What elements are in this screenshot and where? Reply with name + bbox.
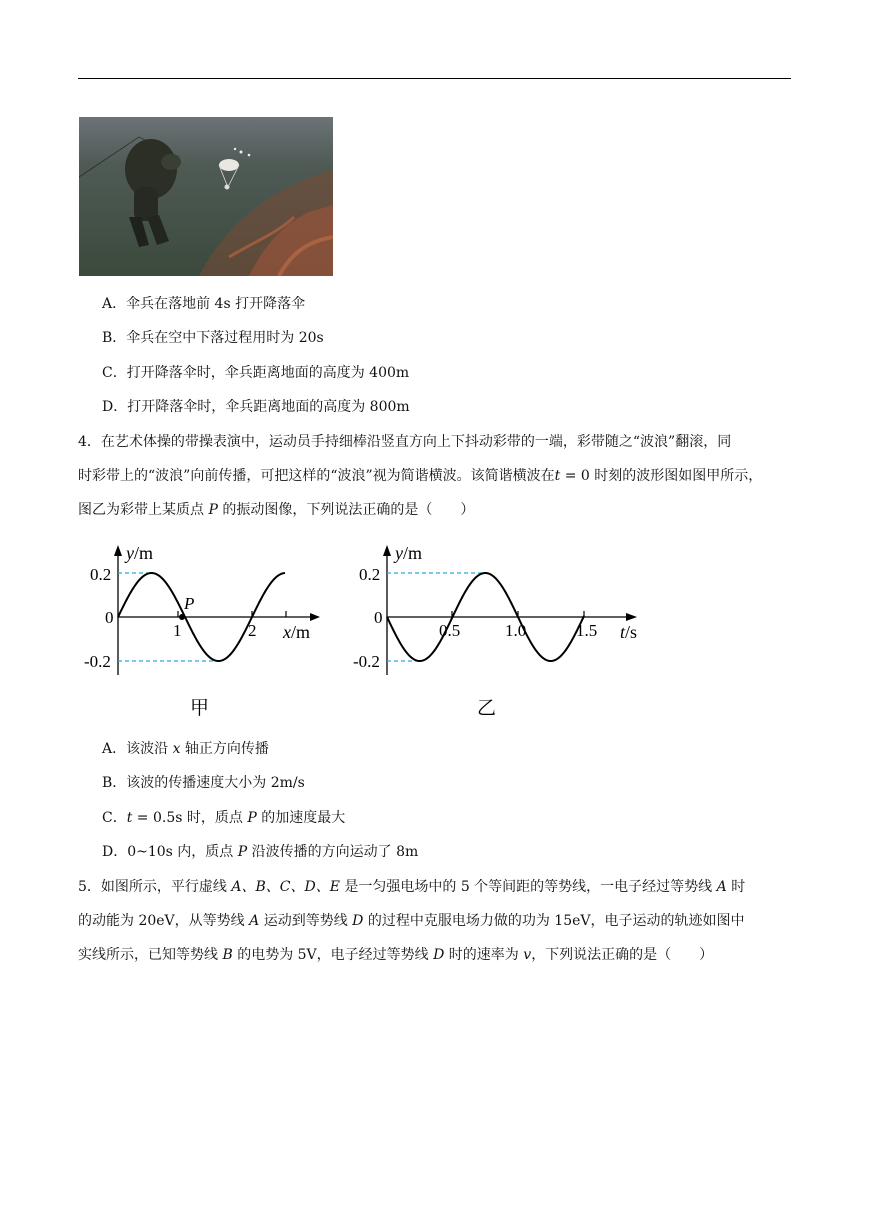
caption-yi: 乙 (477, 698, 497, 719)
y-tick-0: 0 (105, 608, 114, 627)
y-tick-0.2: 0.2 (90, 565, 112, 584)
y-tick-0.2: 0.2 (359, 565, 381, 584)
x-tick-1: 1 (173, 621, 182, 640)
q4-option-a: A．该波沿 x 轴正方向传播 (102, 741, 269, 757)
point-p (179, 614, 185, 620)
y-tick-neg0.2: -0.2 (84, 652, 111, 671)
q4-stem-line3: 图乙为彩带上某质点 P 的振动图像，下列说法正确的是（ ） (78, 502, 475, 518)
q3-option-a: A．伞兵在落地前 4s 打开降落伞 (102, 296, 306, 312)
t-axis-arrow (626, 613, 637, 621)
header-rule (78, 78, 791, 79)
t-axis-label: t/s (620, 622, 638, 642)
x-tick-2: 2 (248, 621, 257, 640)
t-tick-1.0: 1.0 (505, 621, 527, 640)
parachutist-photo (79, 117, 333, 276)
t-tick-1.5: 1.5 (576, 621, 598, 640)
q5-stem-line3: 实线所示，已知等势线 B 的电势为 5V，电子经过等势线 D 时的速率为 v，下列说法正确的是（ ） (78, 947, 714, 963)
q4-option-d: D．0~10s 内，质点 P 沿波传播的方向运动了 8m (102, 844, 419, 860)
y-tick-0: 0 (374, 608, 383, 627)
q3-option-b: B．伞兵在空中下落过程用时为 20s (102, 330, 324, 346)
q5-stem-line2: 的动能为 20eV，从等势线 A 运动到等势线 D 的过程中克服电场力做的功为 15eV，电子运动的轨迹如图中 (78, 913, 745, 929)
y-axis-arrow (383, 545, 391, 556)
q3-option-c: C．打开降落伞时，伞兵距离地面的高度为 400m (102, 365, 410, 381)
q4-option-c: C．t = 0.5s 时，质点 P 的加速度最大 (102, 810, 346, 826)
q4-stem-line2: 时彩带上的“波浪”向前传播，可把这样的“波浪”视为简谐横波。该简谐横波在t = 0 时刻的波形图如图甲所示， (78, 468, 763, 484)
q5-stem-line1: 5．如图所示，平行虚线 A、B、C、D、E 是一匀强电场中的 5 个等间距的等势线，一电子经过等势线 A 时 (78, 879, 746, 895)
caption-jia: 甲 (190, 698, 210, 719)
point-p-label: P (184, 594, 195, 613)
y-axis-label: y/m (395, 543, 423, 563)
y-axis-arrow (114, 545, 122, 556)
q4-option-b: B．该波的传播速度大小为 2m/s (102, 775, 305, 791)
y-axis-label: y/m (126, 543, 154, 563)
y-tick-neg0.2: -0.2 (353, 652, 380, 671)
vibration-graph-yi (350, 535, 650, 725)
wave-graph-jia (80, 535, 330, 725)
x-axis-label: x/m (283, 622, 311, 642)
t-tick-0.5: 0.5 (439, 621, 461, 640)
x-axis-arrow (310, 613, 320, 621)
q3-option-d: D．打开降落伞时，伞兵距离地面的高度为 800m (102, 399, 410, 415)
q4-stem-line1: 4．在艺术体操的带操表演中，运动员手持细棒沿竖直方向上下抖动彩带的一端，彩带随之“波浪”翻滚，同 (78, 434, 732, 450)
